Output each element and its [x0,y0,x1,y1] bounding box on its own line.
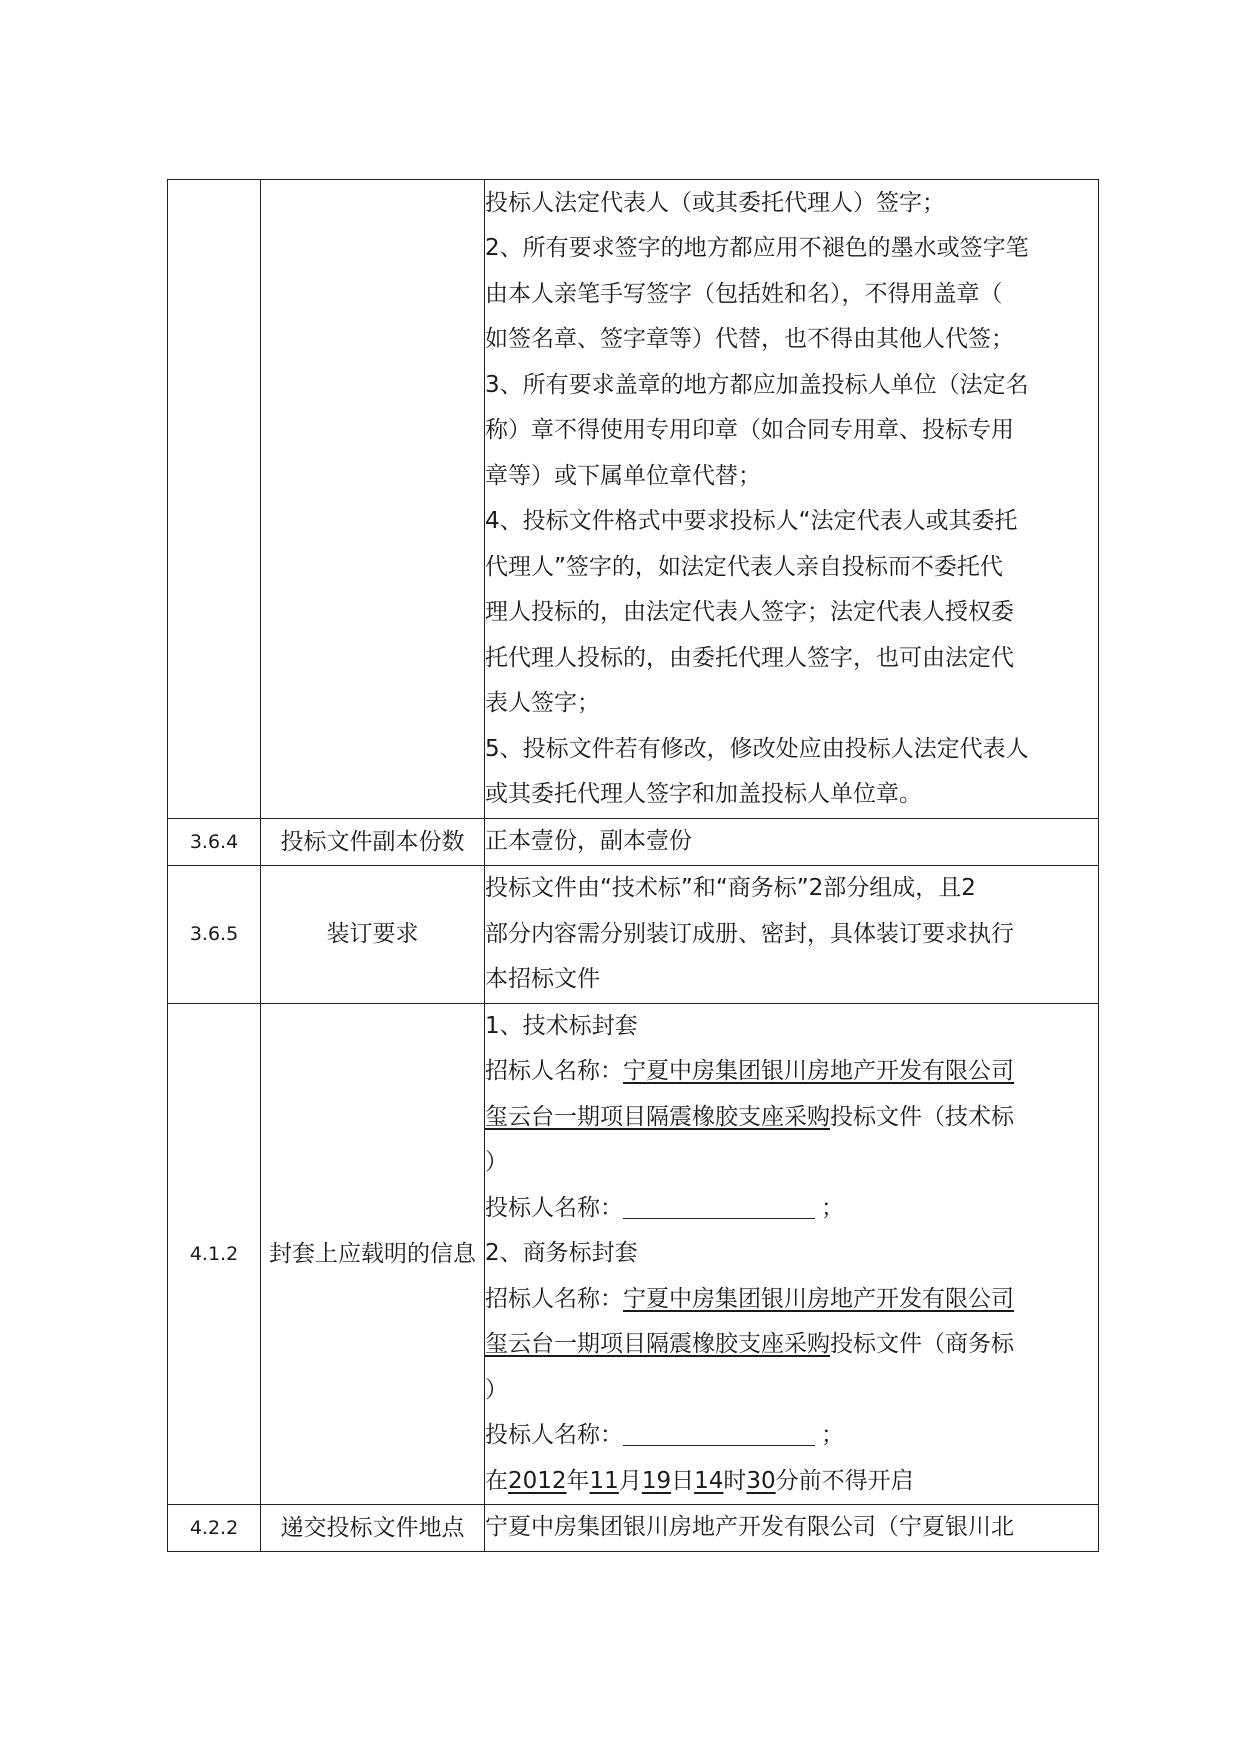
opening-time-line [485,1459,1098,1505]
bid-info-table [167,179,1099,1552]
biz-envelope-title: 2、商务标封套 [485,1240,638,1266]
content-line: 表人签字； [485,690,600,716]
biz-tenderer-line [485,1277,1098,1323]
hour-unit: 时 [723,1467,747,1494]
biz-project-line [485,1322,1098,1368]
opening-suffix: 分前不得开启 [775,1467,914,1494]
tech-project-line [485,1095,1098,1141]
project-name: 玺云台一期项目隔震橡胶支座采购 [485,1103,830,1130]
content-line: 投标人法定代表人（或其委托代理人）签字； [485,189,945,216]
content-line: 如签名章、签字章等）代替，也不得由其他人代签； [485,326,1014,352]
clause-content-cell: 正本壹份，副本壹份 [485,819,1099,866]
tech-envelope-title: 1、技术标封套 [485,1012,638,1039]
clause-name-cell: 封套上应载明的信息 [261,1003,485,1505]
month-unit: 月 [618,1467,642,1494]
content-line: 5、投标文件若有修改，修改处应由投标人法定代表人 [485,735,1029,762]
content-line: 代理人”签字的，如法定代表人亲自投标而不委托代 [485,553,1003,580]
content-line: 宁夏中房集团银川房地产开发有限公司（宁夏银川北 [485,1514,1014,1541]
clause-number-cell: 4.2.2 [168,1505,261,1552]
semicolon: ； [821,1194,844,1221]
clause-name-cell [261,180,485,819]
bid-doc-suffix: 投标文件（商务标 [830,1331,1014,1357]
clause-name-cell: 递交投标文件地点 [261,1505,485,1552]
table-row [168,819,1099,866]
clause-content-cell [485,866,1099,1004]
close-paren: ） [485,1376,508,1403]
clause-name-cell: 投标文件副本份数 [261,819,485,866]
opening-hour: 14 [694,1467,724,1494]
table-row [168,1003,1099,1505]
close-paren: ） [485,1149,508,1175]
opening-month: 11 [589,1467,619,1494]
bidder-name-blank [623,1192,815,1219]
tenderer-label: 招标人名称： [485,1285,623,1312]
content-line: 2、所有要求签字的地方都应用不褪色的墨水或签字笔 [485,235,1029,261]
content-line: 投标文件由“技术标”和“商务标”2部分组成，且2 [485,875,976,901]
clause-number-cell: 3.6.5 [168,866,261,1004]
table-row [168,866,1099,1004]
content-line: 称）章不得使用专用印章（如合同专用章、投标专用 [485,417,1014,443]
biz-bidder-line [485,1413,1098,1459]
tenderer-company: 宁夏中房集团银川房地产开发有限公司 [623,1285,1014,1312]
content-line: 4、投标文件格式中要求投标人“法定代表人或其委托 [485,508,1018,534]
bidder-label: 投标人名称： [485,1194,623,1221]
content-line: 理人投标的，由法定代表人签字；法定代表人授权委 [485,599,1014,625]
tech-bidder-line [485,1186,1098,1232]
opening-minute: 30 [746,1467,776,1494]
clause-content-cell [485,1003,1099,1505]
content-line: 托代理人投标的，由委托代理人签字，也可由法定代 [485,644,1014,671]
content-line: 或其委托代理人签字和加盖投标人单位章。 [485,781,922,807]
opening-year: 2012 [508,1467,567,1494]
year-unit: 年 [566,1467,590,1494]
day-unit: 日 [671,1467,695,1494]
content-line: 3、所有要求盖章的地方都应加盖投标人单位（法定名 [485,371,1029,398]
semicolon: ； [821,1422,844,1448]
opening-prefix: 在 [485,1467,508,1494]
table-row [168,1505,1099,1552]
clause-number-cell: 3.6.4 [168,819,261,866]
clause-content-cell [485,1505,1099,1552]
content-line: 由本人亲笔手写签字（包括姓和名），不得用盖章（ [485,280,1003,307]
project-name: 玺云台一期项目隔震橡胶支座采购 [485,1331,830,1357]
tech-tenderer-line [485,1049,1098,1095]
clause-number-cell: 4.1.2 [168,1003,261,1505]
tenderer-company: 宁夏中房集团银川房地产开发有限公司 [623,1058,1014,1084]
content-line: 部分内容需分别装订成册、密封，具体装订要求执行 [485,920,1014,947]
tenderer-label: 招标人名称： [485,1058,623,1084]
content-line: 章等）或下属单位章代替； [485,462,761,489]
clause-name-cell: 装订要求 [261,866,485,1004]
clause-content-cell [485,180,1099,819]
content-line: 本招标文件 [485,966,600,992]
table-row [168,180,1099,819]
clause-number-cell [168,180,261,819]
bidder-name-blank [623,1419,815,1446]
opening-day: 19 [641,1467,672,1494]
bid-doc-suffix: 投标文件（技术标 [830,1103,1014,1130]
bidder-label: 投标人名称： [485,1422,623,1448]
